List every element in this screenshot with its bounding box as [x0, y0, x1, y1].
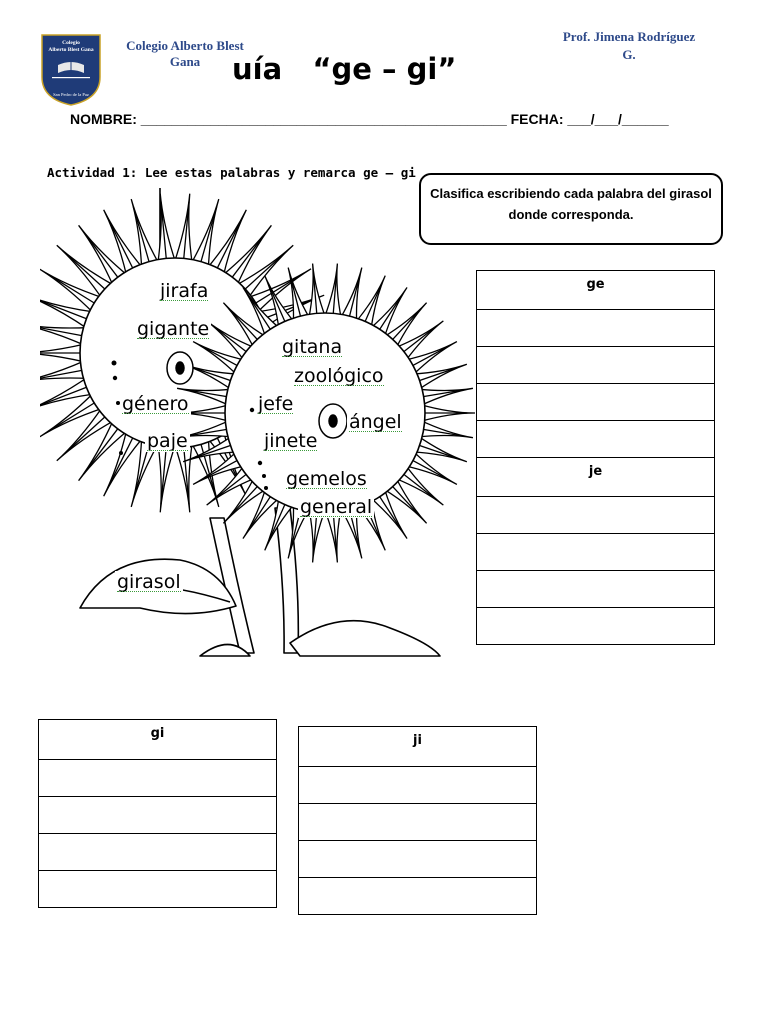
table-ge — [476, 270, 715, 458]
table-gi — [38, 719, 277, 908]
word-paje: paje — [147, 430, 188, 452]
petal — [158, 194, 176, 265]
word-general: general — [300, 496, 373, 518]
table-je-cell[interactable] — [477, 571, 715, 608]
table-ge-cell[interactable] — [477, 310, 715, 347]
table-ji-cell[interactable] — [299, 767, 537, 804]
table-ji-cell[interactable] — [299, 841, 537, 878]
table-je-header: je — [477, 458, 715, 497]
page-title: uía “ge – gi” — [232, 52, 457, 86]
word-jefe: jefe — [258, 393, 294, 415]
nombre-label: NOMBRE: — [70, 111, 137, 127]
word-zoologico: zoológico — [294, 365, 384, 387]
crest-name-line2: Alberto Blest Gana — [48, 47, 94, 53]
crest-motto: San Pedro de la Paz — [53, 92, 89, 97]
word-gitana: gitana — [282, 336, 343, 358]
instruction-line2: donde corresponda. — [508, 207, 634, 222]
table-ji — [298, 726, 537, 915]
school-crest-logo — [40, 33, 102, 107]
table-je — [476, 457, 715, 645]
table-gi-cell[interactable] — [39, 871, 277, 908]
table-ji-cell[interactable] — [299, 804, 537, 841]
word-jirafa: jirafa — [160, 280, 209, 302]
nombre-field[interactable]: _______________________________________________ — [140, 111, 507, 127]
crest-name-line1: Colegio — [62, 40, 80, 46]
table-ge-cell[interactable] — [477, 421, 715, 458]
fecha-label: FECHA: — [510, 111, 564, 127]
word-jinete: jinete — [264, 430, 318, 452]
petal — [174, 194, 192, 265]
word-angel: ángel — [349, 411, 402, 433]
word-gemelos: gemelos — [286, 468, 367, 490]
name-date-row — [70, 111, 669, 127]
table-gi-cell[interactable] — [39, 834, 277, 871]
table-je-cell[interactable] — [477, 608, 715, 645]
table-ge-header: ge — [477, 271, 715, 310]
table-ge-cell[interactable] — [477, 384, 715, 421]
table-je-cell[interactable] — [477, 534, 715, 571]
activity-instruction: Actividad 1: Lee estas palabras y remarca ge – gi — [47, 165, 416, 180]
table-je-cell[interactable] — [477, 497, 715, 534]
school-name-line1: Colegio Alberto Blest — [126, 38, 244, 53]
word-girasol: girasol — [117, 571, 181, 593]
word-genero: género — [122, 393, 189, 415]
table-gi-cell[interactable] — [39, 760, 277, 797]
sunflower-illustration — [40, 188, 480, 658]
teacher-name-line1: Prof. Jimena Rodríguez — [562, 29, 696, 44]
teacher-name — [548, 28, 710, 64]
sunflower-drawing — [40, 188, 480, 658]
table-gi-header: gi — [39, 720, 277, 760]
table-gi-cell[interactable] — [39, 797, 277, 834]
table-ge-cell[interactable] — [477, 347, 715, 384]
school-name-line2: Gana — [169, 54, 201, 69]
table-ji-cell[interactable] — [299, 878, 537, 915]
fecha-field[interactable]: ___/___/______ — [567, 111, 669, 127]
instruction-line1: Clasifica escribiendo cada palabra del girasol — [430, 186, 712, 201]
word-gigante: gigante — [137, 318, 210, 340]
table-ji-header: ji — [299, 727, 537, 767]
teacher-name-line2: G. — [622, 47, 636, 62]
